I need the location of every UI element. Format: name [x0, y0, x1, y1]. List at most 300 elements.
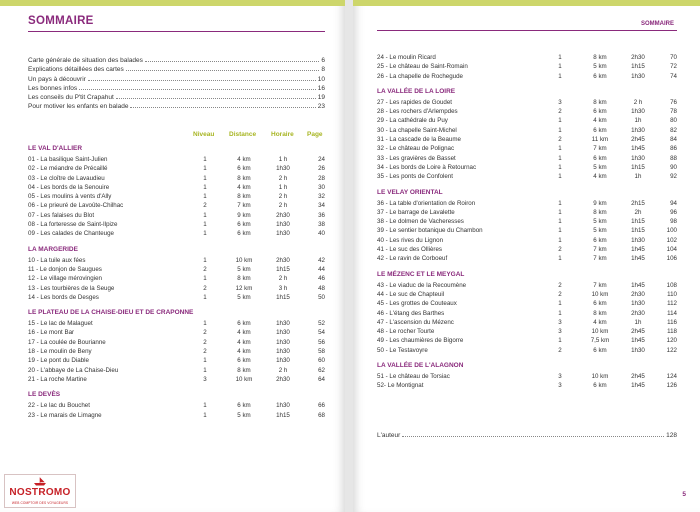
walk-horaire: 2 h: [278, 202, 288, 210]
header-niveau: Niveau: [193, 131, 215, 138]
logo-brand: NOSTROMO: [9, 487, 71, 498]
walk-page: 54: [318, 329, 325, 337]
walk-page: 98: [670, 218, 677, 226]
toc-row: [28, 411, 325, 420]
walk-distance: 10 km: [591, 373, 609, 381]
walk-niveau: 1: [203, 357, 207, 365]
toc-row: [377, 53, 677, 62]
toc-row: [377, 281, 677, 290]
walk-niveau: 1: [558, 163, 562, 171]
walk-page: 26: [318, 165, 325, 173]
walk-horaire: 1h45: [631, 281, 645, 289]
walk-horaire: 2 h: [278, 275, 288, 283]
walk-distance: 5 km: [593, 163, 607, 171]
walk-niveau: 1: [203, 293, 207, 301]
walk-page: 74: [670, 72, 677, 80]
walk-name: 31 - La cascade de la Beaume: [377, 136, 461, 144]
walk-distance: 6 km: [237, 320, 251, 328]
walk-page: 44: [318, 265, 325, 273]
toc-row: [377, 226, 677, 235]
walk-page: 62: [318, 366, 325, 374]
walk-page: 126: [666, 382, 677, 390]
walk-page: 124: [666, 373, 677, 381]
walk-name: 50 - Le Testavoyre: [377, 346, 428, 354]
intro-label: Carte générale de situation des balades: [28, 57, 143, 64]
walk-distance: 5 km: [237, 411, 251, 419]
header-distance: Distance: [229, 131, 257, 138]
walk-page: 90: [670, 163, 677, 171]
walk-horaire: 2h45: [631, 136, 645, 144]
walk-distance: 8 km: [237, 193, 251, 201]
walk-page: 58: [318, 348, 325, 356]
walk-distance: 7,5 km: [590, 337, 610, 345]
walk-distance: 7 km: [593, 255, 607, 263]
toc-row: [377, 144, 677, 153]
walk-horaire: 1h45: [631, 145, 645, 153]
walk-horaire: 1h30: [276, 338, 290, 346]
walk-horaire: 2 h: [633, 98, 643, 106]
walk-distance: 4 km: [593, 318, 607, 326]
walk-name: 39 - Le sentier botanique du Chambon: [377, 227, 483, 235]
walk-distance: 6 km: [593, 72, 607, 80]
walk-distance: 7 km: [593, 246, 607, 254]
walk-name: 40 - Les rives du Lignon: [377, 236, 444, 244]
walk-distance: 4 km: [593, 117, 607, 125]
walk-name: 47 - L'ascension du Mézenc: [377, 318, 454, 326]
title-rule: [377, 30, 677, 31]
walk-distance: 5 km: [237, 293, 251, 301]
toc-row: [28, 201, 325, 210]
walk-distance: 8 km: [593, 309, 607, 317]
walk-page: 122: [666, 346, 677, 354]
intro-label: Un pays à découvrir: [28, 75, 86, 83]
walk-niveau: 1: [203, 174, 207, 182]
walk-horaire: 1h15: [631, 227, 645, 235]
walk-niveau: 1: [558, 117, 562, 125]
leader-dots: [145, 61, 319, 62]
walk-page: 24: [318, 156, 325, 163]
walk-niveau: 3: [558, 98, 562, 106]
walk-niveau: 1: [203, 165, 207, 173]
nostromo-logo: [4, 474, 76, 508]
walk-page: 80: [670, 117, 677, 125]
toc-row: [28, 265, 325, 274]
walk-niveau: 1: [203, 411, 207, 419]
walk-niveau: 1: [558, 173, 562, 181]
walk-distance: 6 km: [593, 108, 607, 116]
toc-row: [28, 328, 325, 337]
walk-niveau: 2: [203, 202, 207, 210]
leader-dots: [402, 436, 664, 437]
walk-page: 64: [318, 375, 325, 383]
walk-horaire: 1h30: [276, 320, 290, 328]
toc-row: [377, 172, 677, 181]
walk-horaire: 2h15: [631, 199, 645, 207]
toc-row: [377, 299, 677, 308]
walk-name: 21 - La roche Martine: [28, 375, 87, 383]
walk-horaire: 2h30: [631, 290, 645, 298]
walk-name: 17 - La coulée de Bourianne: [28, 338, 106, 346]
walk-name: 35 - Les ponts de Confolent: [377, 173, 454, 181]
walk-horaire: 1h30: [276, 348, 290, 356]
toc-row: [377, 62, 677, 71]
toc-row: [377, 346, 677, 355]
walk-horaire: 1h: [634, 173, 642, 181]
walk-niveau: 2: [558, 136, 562, 144]
walk-name: 34 - Les bords de Loire à Retournac: [377, 163, 477, 171]
walk-horaire: 2h30: [276, 256, 290, 264]
walk-name: 26 - La chapelle de Rochegude: [377, 72, 464, 80]
walk-name: 10 - La tuile aux fées: [28, 256, 86, 264]
walk-distance: 9 km: [237, 211, 251, 219]
intro-item: [28, 102, 325, 111]
walk-page: 120: [666, 337, 677, 345]
walk-distance: 4 km: [237, 338, 251, 346]
walk-distance: 7 km: [593, 281, 607, 289]
walk-horaire: 2 h: [278, 193, 288, 201]
walk-niveau: 1: [203, 275, 207, 283]
toc-row: [28, 229, 325, 238]
walk-niveau: 1: [558, 218, 562, 226]
intro-page: 6: [321, 57, 325, 64]
section-title: LE VAL D'ALLIER: [28, 145, 83, 152]
walk-name: 25 - Le château de Saint-Romain: [377, 63, 468, 71]
toc-row: [377, 372, 677, 381]
walk-horaire: 1h15: [631, 163, 645, 171]
walk-horaire: 1h15: [276, 265, 290, 273]
walk-horaire: 2h45: [631, 328, 645, 336]
intro-page: 16: [317, 84, 325, 92]
walk-horaire: 1h45: [631, 337, 645, 345]
walk-niveau: 3: [558, 318, 562, 326]
walk-name: 36 - La table d'orientation de Roiron: [377, 199, 476, 207]
walk-horaire: 1h30: [276, 357, 290, 365]
toc-row: [28, 155, 325, 164]
walk-niveau: 2: [203, 284, 207, 292]
top-color-bar: [0, 0, 345, 6]
walk-niveau: 1: [558, 227, 562, 235]
intro-label: Explications détaillées des cartes: [28, 66, 124, 74]
toc-row: [377, 254, 677, 263]
walk-name: 52- Le Montignat: [377, 382, 424, 390]
walk-niveau: 2: [558, 281, 562, 289]
intro-label: Les conseils du P'tit Crapahut: [28, 94, 114, 102]
walk-name: 11 - Le donjon de Saugues: [28, 265, 102, 273]
walk-name: 48 - Le rocher Tourte: [377, 328, 435, 336]
walk-page: 102: [666, 236, 677, 244]
toc-row: [377, 163, 677, 172]
walk-page: 50: [318, 293, 325, 301]
leader-dots: [79, 89, 316, 90]
walk-niveau: 1: [558, 63, 562, 71]
page-title: SOMMAIRE: [28, 15, 94, 27]
walk-horaire: 1 h: [278, 183, 288, 191]
toc-row: [28, 211, 325, 220]
walk-name: 15 - Le lac de Malaguet: [28, 320, 93, 328]
toc-row: [377, 135, 677, 144]
walk-page: 94: [670, 199, 677, 207]
walk-horaire: 2 h: [278, 366, 288, 374]
walk-page: 100: [666, 227, 677, 235]
walk-niveau: 1: [558, 126, 562, 134]
leader-dots: [130, 107, 315, 108]
walk-distance: 5 km: [593, 227, 607, 235]
walk-horaire: 1h30: [631, 300, 645, 308]
left-page: [0, 0, 345, 512]
section-title: LA VALLÉE DE LA LOIRE: [377, 87, 456, 95]
walk-page: 118: [667, 328, 677, 336]
walk-niveau: 1: [558, 300, 562, 308]
toc-row: [377, 154, 677, 163]
walk-page: 96: [670, 208, 677, 216]
toc-row: [377, 107, 677, 116]
toc-row: [28, 338, 325, 347]
header-horaire: Horaire: [271, 131, 294, 138]
walk-distance: 5 km: [593, 63, 607, 71]
section-title: LA VALLÉE DE L'ALAGNON: [377, 362, 464, 370]
walk-distance: 8 km: [593, 54, 607, 61]
walk-name: 29 - La cathédrale du Puy: [377, 117, 448, 125]
walk-distance: 4 km: [593, 173, 607, 181]
walk-name: 18 - Le moulin de Beny: [28, 348, 92, 356]
walk-name: 24 - Le moulin Ricard: [377, 54, 436, 61]
walk-horaire: 1h30: [276, 165, 290, 173]
walk-page: 72: [670, 63, 677, 71]
walk-niveau: 1: [203, 230, 207, 238]
walk-name: 01 - La basilique Saint-Julien: [28, 156, 108, 163]
walk-horaire: 1h15: [631, 63, 645, 71]
walk-name: 46 - L'étang des Barthes: [377, 309, 445, 317]
walk-distance: 4 km: [237, 348, 251, 356]
section-title: LE PLATEAU DE LA CHAISE-DIEU ET DE CRAPONNE: [28, 309, 194, 317]
walk-horaire: 1h: [634, 117, 642, 125]
walk-page: 106: [666, 255, 677, 263]
walk-name: 12 - Le village mérovingien: [28, 275, 102, 283]
logo-tagline: WEB COMPTOIR DES VOYAGEURS: [11, 501, 69, 505]
section-title: LA MARGERIDE: [28, 245, 78, 253]
walk-horaire: 1h45: [631, 382, 645, 390]
walk-distance: 6 km: [237, 165, 251, 173]
walk-horaire: 3 h: [278, 284, 288, 292]
walk-distance: 6 km: [593, 300, 607, 308]
walk-horaire: 1h30: [631, 154, 645, 162]
walk-distance: 9 km: [593, 199, 607, 207]
right-page: [353, 0, 700, 512]
walk-page: 36: [318, 211, 325, 219]
walk-page: 84: [670, 136, 677, 144]
walk-name: 19 - Le pont du Diable: [28, 357, 89, 365]
walk-horaire: 1h15: [631, 218, 645, 226]
walk-horaire: 2h30: [631, 54, 645, 61]
walk-niveau: 2: [203, 265, 207, 273]
walk-name: 05 - Les moulins à vents d'Ally: [28, 193, 112, 201]
walk-name: 09 - Les calades de Chanteuge: [28, 230, 114, 238]
walk-niveau: 1: [203, 320, 207, 328]
walk-distance: 8 km: [237, 366, 251, 374]
walk-horaire: 1h45: [631, 255, 645, 263]
walk-page: 70: [670, 54, 677, 61]
toc-row: [28, 164, 325, 173]
leader-dots: [126, 70, 320, 71]
walk-niveau: 1: [558, 255, 562, 263]
walk-horaire: 2 h: [278, 174, 288, 182]
walk-distance: 5 km: [237, 265, 251, 273]
toc-row: [377, 72, 677, 81]
walk-horaire: 1h30: [631, 346, 645, 354]
toc-row: [28, 375, 325, 384]
toc-row: [377, 290, 677, 299]
toc-row: [28, 174, 325, 183]
toc-row: [28, 284, 325, 293]
walk-page: 46: [318, 275, 325, 283]
walk-horaire: 2h: [634, 208, 642, 216]
walk-page: 38: [318, 221, 325, 229]
walk-page: 56: [318, 338, 325, 346]
title-rule: [28, 31, 325, 32]
ship-icon: [33, 477, 47, 486]
walk-horaire: 1h30: [631, 126, 645, 134]
toc-row: [377, 336, 677, 345]
walk-niveau: 2: [203, 329, 207, 337]
walk-name: 41 - Le suc des Ollières: [377, 246, 442, 254]
walk-niveau: 1: [203, 156, 207, 163]
walk-horaire: 1h30: [631, 236, 645, 244]
walk-distance: 6 km: [237, 230, 251, 238]
walk-niveau: 3: [558, 373, 562, 381]
top-color-bar: [353, 0, 700, 6]
walk-page: 110: [667, 290, 677, 298]
toc-row: [377, 236, 677, 245]
walk-name: 43 - Le viaduc de la Recoumène: [377, 281, 467, 289]
walk-page: 116: [667, 318, 677, 326]
walk-distance: 11 km: [591, 136, 609, 144]
walk-page: 32: [318, 193, 325, 201]
walk-distance: 6 km: [593, 126, 607, 134]
walk-distance: 4 km: [237, 156, 251, 163]
walk-name: 02 - Le méandre de Précaillé: [28, 165, 108, 173]
walk-niveau: 1: [558, 309, 562, 317]
toc-row: [28, 356, 325, 365]
toc-row: [377, 116, 677, 125]
walk-horaire: 2h30: [276, 211, 290, 219]
walk-distance: 6 km: [593, 346, 607, 354]
walk-niveau: 1: [558, 54, 562, 61]
walk-name: 44 - Le suc de Chapteuil: [377, 290, 445, 298]
toc-row: [377, 318, 677, 327]
intro-item: [28, 65, 325, 74]
toc-row: [28, 319, 325, 328]
walk-distance: 6 km: [593, 382, 607, 390]
toc-row: [28, 192, 325, 201]
walk-page: 68: [318, 411, 325, 419]
walk-name: 22 - Le lac du Bouchet: [28, 402, 90, 410]
walk-distance: 7 km: [593, 145, 607, 153]
walk-page: 114: [667, 309, 677, 317]
section-title: LE DEVÈS: [28, 391, 61, 399]
toc-row: [377, 199, 677, 208]
walk-distance: 6 km: [593, 154, 607, 162]
walk-name: 30 - La chapelle Saint-Michel: [377, 126, 457, 134]
walk-page: 30: [318, 183, 325, 191]
walk-niveau: 1: [558, 154, 562, 162]
toc-row: [28, 401, 325, 410]
walk-name: 49 - Les chaumières de Bigorre: [377, 337, 464, 345]
walk-niveau: 1: [558, 236, 562, 244]
section-title: LE MÉZENC ET LE MEYGAL: [377, 270, 465, 278]
toc-row: [28, 256, 325, 265]
walk-distance: 8 km: [593, 208, 607, 216]
walk-name: 07 - Les falaises du Blot: [28, 211, 95, 219]
walk-page: 76: [670, 98, 677, 106]
walk-page: 82: [670, 126, 677, 134]
walk-niveau: 1: [558, 199, 562, 207]
toc-row: [377, 381, 677, 390]
walk-page: 40: [318, 230, 325, 238]
walk-name: 08 - La forteresse de Saint-Ilpize: [28, 221, 118, 229]
walk-horaire: 1h45: [631, 246, 645, 254]
walk-name: 28 - Les rochers d'Arlempdes: [377, 108, 458, 116]
intro-item: [28, 56, 325, 65]
intro-item: [28, 93, 325, 102]
walk-niveau: 2: [558, 246, 562, 254]
intro-item: [28, 84, 325, 93]
walk-name: 42 - Le ravin de Corboeuf: [377, 255, 448, 263]
walk-page: 52: [318, 320, 325, 328]
walk-horaire: 1h30: [276, 329, 290, 337]
walk-page: 88: [670, 154, 677, 162]
walk-name: 45 - Les grottes de Couteaux: [377, 300, 457, 308]
walk-name: 06 - Le prieuré de Lavoûte-Chilhac: [28, 202, 124, 210]
walk-horaire: 1h15: [276, 411, 290, 419]
walk-name: 51 - Le château de Torsiac: [377, 373, 450, 381]
walk-distance: 8 km: [593, 98, 607, 106]
walk-niveau: 3: [558, 328, 562, 336]
walk-distance: 8 km: [237, 275, 251, 283]
walk-page: 42: [318, 256, 325, 264]
walk-horaire: 1h: [634, 318, 642, 326]
intro-page: 23: [317, 103, 325, 111]
walk-niveau: 2: [558, 346, 562, 354]
walk-horaire: 1 h: [278, 156, 288, 163]
walk-horaire: 1h30: [276, 221, 290, 229]
walk-niveau: 2: [203, 338, 207, 346]
walk-niveau: 2: [558, 108, 562, 116]
toc-row: [28, 183, 325, 192]
auteur-label: L'auteur: [377, 432, 401, 439]
walk-name: 32 - Le château de Polignac: [377, 145, 455, 153]
walk-distance: 7 km: [237, 202, 251, 210]
walk-niveau: 1: [203, 193, 207, 201]
walk-niveau: 2: [558, 290, 562, 298]
toc-row: [377, 327, 677, 336]
walk-name: 16 - Le mont Bar: [28, 329, 75, 337]
toc-row: [377, 217, 677, 226]
intro-item: [28, 75, 325, 84]
walk-horaire: 2h30: [276, 375, 290, 383]
intro-page: 10: [317, 75, 325, 83]
walk-distance: 6 km: [237, 221, 251, 229]
toc-row: [377, 98, 677, 107]
walk-niveau: 3: [203, 375, 207, 383]
toc-row: [28, 274, 325, 283]
walk-name: 38 - Le dolmen de Vacheresses: [377, 218, 464, 226]
toc-row: [377, 245, 677, 254]
toc-row: [28, 366, 325, 375]
walk-name: 23 - Le marais de Limagne: [28, 411, 102, 419]
walk-niveau: 1: [203, 366, 207, 374]
walk-name: 27 - Les rapides de Goudet: [377, 98, 452, 106]
walk-distance: 6 km: [237, 357, 251, 365]
